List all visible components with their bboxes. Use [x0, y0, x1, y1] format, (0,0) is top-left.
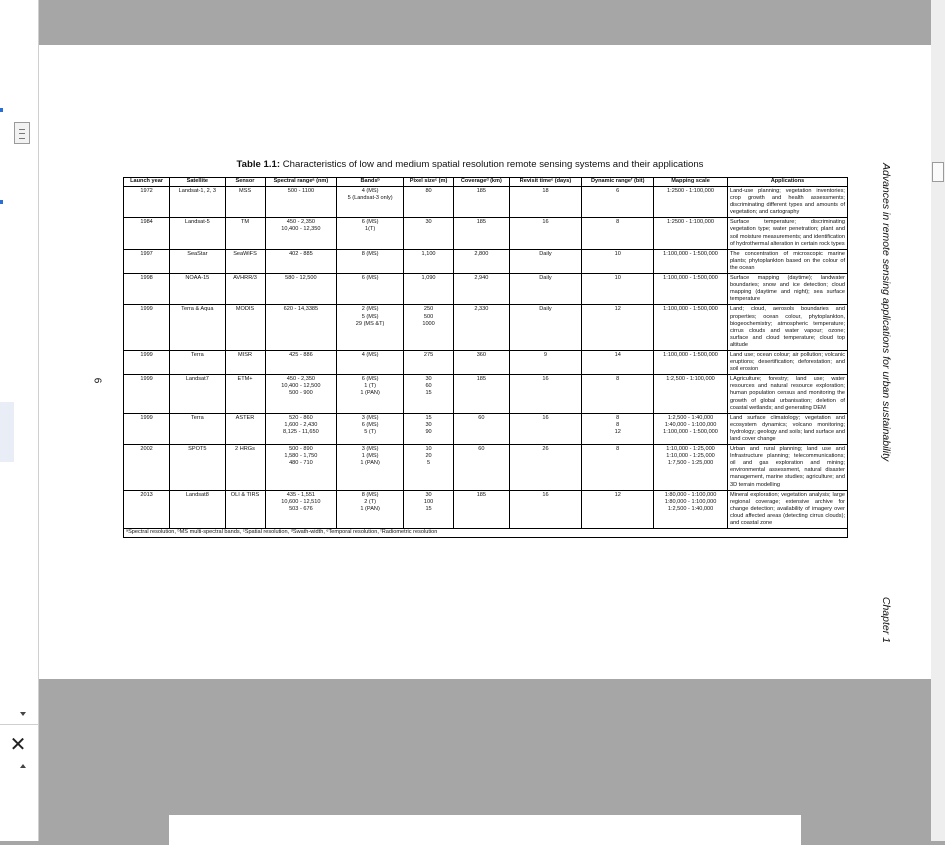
cell-sensor: MSS — [225, 187, 265, 218]
cell-spectral-range: 580 - 12,500 — [265, 274, 337, 305]
cell-bands: 4 (MS) 5 (Landsat-3 only) — [337, 187, 404, 218]
panel-selection — [0, 402, 14, 462]
characteristics-table — [123, 177, 848, 538]
cell-coverage: 2,330 — [454, 305, 509, 351]
cell-launch-year: 1984 — [124, 218, 170, 249]
header-revisit-time: Revisit timeᵉ (days) — [509, 178, 582, 187]
cell-revisit-time: 16 — [509, 375, 582, 413]
cell-mapping-scale: 1:2500 - 1:100,000 — [654, 187, 728, 218]
scrollbar-thumb[interactable] — [932, 162, 944, 182]
table-row — [124, 305, 848, 351]
close-button[interactable]: ✕ — [9, 734, 27, 756]
cell-spectral-range: 620 - 14,3385 — [265, 305, 337, 351]
cell-launch-year: 1999 — [124, 375, 170, 413]
table-caption-text: Characteristics of low and medium spatial resolution remote sensing systems and their applications — [280, 159, 704, 170]
table-row — [124, 249, 848, 273]
cell-sensor: AVHRR/3 — [225, 274, 265, 305]
cell-coverage: 2,940 — [454, 274, 509, 305]
header-applications: Applications — [727, 178, 847, 187]
table-row — [124, 187, 848, 218]
cell-dynamic-range: 6 — [582, 187, 654, 218]
running-head-chapter: Chapter 1 — [880, 596, 892, 643]
cell-coverage: 185 — [454, 218, 509, 249]
cell-mapping-scale: 1:2,500 - 1:40,000 1:40,000 - 1:100,000 1:100,000 - 1:500,000 — [654, 413, 728, 444]
cell-coverage: 185 — [454, 490, 509, 528]
cell-mapping-scale: 1:100,000 - 1:500,000 — [654, 274, 728, 305]
marker-dot — [0, 108, 3, 112]
cell-pixel-size: 1,090 — [403, 274, 453, 305]
cell-revisit-time: Daily — [509, 249, 582, 273]
cell-mapping-scale: 1:2,500 - 1:100,000 — [654, 375, 728, 413]
cell-sensor: TM — [225, 218, 265, 249]
cell-dynamic-range: 8 — [582, 445, 654, 491]
table-caption — [125, 159, 815, 170]
cell-pixel-size: 250 500 1000 — [403, 305, 453, 351]
cell-applications: Land-use planning; vegetation inventories; crop growth and health assessments; discriminating different types and amounts of vegetation; and cartography — [727, 187, 847, 218]
cell-sensor: MODIS — [225, 305, 265, 351]
cell-applications: Surface temperature; discriminating vegetation type; water penetration; plant and soil moisture measurements; and identification of hydrothermal alteration in certain rock types — [727, 218, 847, 249]
cell-satellite: SeaStar — [170, 249, 225, 273]
cell-spectral-range: 402 - 885 — [265, 249, 337, 273]
cell-satellite: Terra & Aqua — [170, 305, 225, 351]
cell-coverage: 60 — [454, 445, 509, 491]
header-launch-year: Launch year — [124, 178, 170, 187]
table-row — [124, 490, 848, 528]
cell-mapping-scale: 1:100,000 - 1:500,000 — [654, 249, 728, 273]
cell-bands: 6 (MS) 1(T) — [337, 218, 404, 249]
cell-spectral-range: 450 - 2,350 10,400 - 12,350 — [265, 218, 337, 249]
cell-coverage: 2,800 — [454, 249, 509, 273]
cell-revisit-time: 18 — [509, 187, 582, 218]
divider — [0, 724, 38, 725]
table-header-row — [124, 178, 848, 187]
cell-dynamic-range: 8 8 12 — [582, 413, 654, 444]
cell-satellite: SPOT5 — [170, 445, 225, 491]
header-bands: Bandsᵇ — [337, 178, 404, 187]
table-row — [124, 413, 848, 444]
running-head-book-title: Advances in remote sensing applications for urban sustainability — [880, 163, 892, 462]
cell-dynamic-range: 10 — [582, 249, 654, 273]
cell-satellite: Terra — [170, 413, 225, 444]
cell-satellite: Landsat-5 — [170, 218, 225, 249]
cell-satellite: Landsat8 — [170, 490, 225, 528]
cell-coverage: 360 — [454, 350, 509, 374]
cell-bands: 8 (MS) 2 (T) 1 (PAN) — [337, 490, 404, 528]
cell-satellite: Landsat-1, 2, 3 — [170, 187, 225, 218]
cell-applications: Surface mapping (daytime); landwater boundaries; snow and ice detection; cloud mapping (daytime and night); sea surface temperature — [727, 274, 847, 305]
cell-pixel-size: 30 100 15 — [403, 490, 453, 528]
side-panel — [0, 0, 39, 841]
cell-sensor: ETM+ — [225, 375, 265, 413]
header-dynamic-range: Dynamic rangeᶠ (bit) — [582, 178, 654, 187]
cell-dynamic-range: 8 — [582, 218, 654, 249]
header-pixel-size: Pixel sizeᶜ (m) — [403, 178, 453, 187]
cell-applications: Land surface climatology; vegetation and ecosystem dynamics; volcano monitoring; hydrology; geology and soils; land surface and land cover change — [727, 413, 847, 444]
cell-revisit-time: 16 — [509, 490, 582, 528]
vertical-scrollbar[interactable] — [931, 0, 945, 841]
cell-launch-year: 1999 — [124, 305, 170, 351]
cell-sensor: OLI & TIRS — [225, 490, 265, 528]
cell-mapping-scale: 1:80,000 - 1:100,000 1:80,000 - 1:100,000 1:2,500 - 1:40,000 — [654, 490, 728, 528]
cell-pixel-size: 275 — [403, 350, 453, 374]
cell-pixel-size: 15 30 90 — [403, 413, 453, 444]
cell-applications: Land; cloud, aerosols boundaries and properties; ocean colour, phytoplankton, biogeochemistry; atmospheric temperature; cirrus clouds and water vapour; ozone; surface and cloud temperature; cloud top altitude — [727, 305, 847, 351]
cell-dynamic-range: 14 — [582, 350, 654, 374]
cell-revisit-time: Daily — [509, 274, 582, 305]
cell-revisit-time: 9 — [509, 350, 582, 374]
cell-bands: 3 (MS) 6 (MS) 5 (T) — [337, 413, 404, 444]
cell-dynamic-range: 8 — [582, 375, 654, 413]
cell-sensor: MISR — [225, 350, 265, 374]
running-head — [877, 163, 894, 643]
cell-applications: Urban and rural planning; land use and Infrastructure planning; telecommunications; oil and gas exploration and mining; environmental assessment, natural disaster management, marine studies; agriculture; and 3D terrain modelling — [727, 445, 847, 491]
cell-revisit-time: 16 — [509, 218, 582, 249]
cell-bands: 8 (MS) — [337, 249, 404, 273]
cell-bands: 6 (MS) — [337, 274, 404, 305]
table-footnote-row — [124, 529, 848, 538]
cell-pixel-size: 10 20 5 — [403, 445, 453, 491]
panel-scroll-thumb[interactable] — [14, 122, 30, 144]
table-row — [124, 375, 848, 413]
cell-dynamic-range: 10 — [582, 274, 654, 305]
table-caption-label: Table 1.1: — [236, 159, 281, 170]
scroll-down-icon[interactable] — [20, 712, 26, 716]
cell-bands: 3 (MS) 1 (MS) 1 (PAN) — [337, 445, 404, 491]
cell-applications: Land use; ocean colour; air pollution; volcanic eruptions; desertification; deforestation; and soil erosion — [727, 350, 847, 374]
cell-pixel-size: 30 60 15 — [403, 375, 453, 413]
cell-coverage: 185 — [454, 187, 509, 218]
header-sensor: Sensor — [225, 178, 265, 187]
cell-spectral-range: 520 - 860 1,600 - 2,430 8,125 - 11,650 — [265, 413, 337, 444]
cell-launch-year: 1998 — [124, 274, 170, 305]
cell-pixel-size: 80 — [403, 187, 453, 218]
cell-satellite: Terra — [170, 350, 225, 374]
cell-mapping-scale: 1:100,000 - 1:500,000 — [654, 350, 728, 374]
cell-satellite: Landsat7 — [170, 375, 225, 413]
cell-revisit-time: 16 — [509, 413, 582, 444]
cell-spectral-range: 450 - 2,350 10,400 - 12,500 500 - 900 — [265, 375, 337, 413]
cell-applications: The concentration of microscopic marine plants; phytoplankton based on the colour of the ocean — [727, 249, 847, 273]
cell-satellite: NOAA-15 — [170, 274, 225, 305]
table-footnote: ᵃSpectral resolution, ᵇMS multi-spectral bands, ᶜSpatial resolution, ᵈSwath-width, ᵉTemporal resolution, ᶠRadiometric resolution — [124, 529, 848, 538]
cell-applications: LAgriculture; forestry; land use; water resources and natural resource exploration; human population census and monitoring the growth of global urbanisation; deletion of coastal wetlands; and generating DEM — [727, 375, 847, 413]
cell-dynamic-range: 12 — [582, 305, 654, 351]
cell-spectral-range: 500 - 890 1,580 - 1,750 480 - 710 — [265, 445, 337, 491]
grip-icon — [19, 129, 25, 139]
cell-spectral-range: 435 - 1,551 10,600 - 12,510 503 - 676 — [265, 490, 337, 528]
table-row — [124, 218, 848, 249]
cell-launch-year: 2013 — [124, 490, 170, 528]
cell-applications: Mineral exploration; vegetation analysis; large regional coverage; extensive archive for change detection; availability of imagery over cloud affected areas (detecting cirrus clouds); and coastal zone — [727, 490, 847, 528]
cell-revisit-time: 26 — [509, 445, 582, 491]
header-spectral-range: Spectral rangeᵃ (nm) — [265, 178, 337, 187]
cell-spectral-range: 500 - 1100 — [265, 187, 337, 218]
cell-dynamic-range: 12 — [582, 490, 654, 528]
cell-bands: 2 (MS) 5 (MS) 29 (MS &T) — [337, 305, 404, 351]
page-number: 6 — [91, 377, 103, 384]
cell-revisit-time: Daily — [509, 305, 582, 351]
cell-bands: 6 (MS) 1 (T) 1 (PAN) — [337, 375, 404, 413]
header-mapping-scale: Mapping scale — [654, 178, 728, 187]
cell-sensor: ASTER — [225, 413, 265, 444]
cell-sensor: 2 HRGs — [225, 445, 265, 491]
cell-pixel-size: 1,100 — [403, 249, 453, 273]
cell-launch-year: 1997 — [124, 249, 170, 273]
cell-mapping-scale: 1:100,000 - 1:500,000 — [654, 305, 728, 351]
cell-launch-year: 1999 — [124, 413, 170, 444]
header-coverage: Coverageᵈ (km) — [454, 178, 509, 187]
cell-launch-year: 2002 — [124, 445, 170, 491]
marker-dot — [0, 200, 3, 204]
table-body — [124, 187, 848, 529]
cell-mapping-scale: 1:2500 - 1:100,000 — [654, 218, 728, 249]
table-row — [124, 274, 848, 305]
header-satellite: Satellite — [170, 178, 225, 187]
cell-spectral-range: 425 - 886 — [265, 350, 337, 374]
cell-coverage: 60 — [454, 413, 509, 444]
cell-pixel-size: 30 — [403, 218, 453, 249]
scroll-up-icon[interactable] — [20, 764, 26, 768]
cell-launch-year: 1972 — [124, 187, 170, 218]
table-row — [124, 445, 848, 491]
cell-mapping-scale: 1:10,000 - 1:25,000 1:10,000 - 1:25,000 1:7,500 - 1:25,000 — [654, 445, 728, 491]
document-page — [39, 45, 931, 679]
cell-bands: 4 (MS) — [337, 350, 404, 374]
table-row — [124, 350, 848, 374]
cell-sensor: SeaWiFS — [225, 249, 265, 273]
cell-launch-year: 1999 — [124, 350, 170, 374]
cell-coverage: 185 — [454, 375, 509, 413]
